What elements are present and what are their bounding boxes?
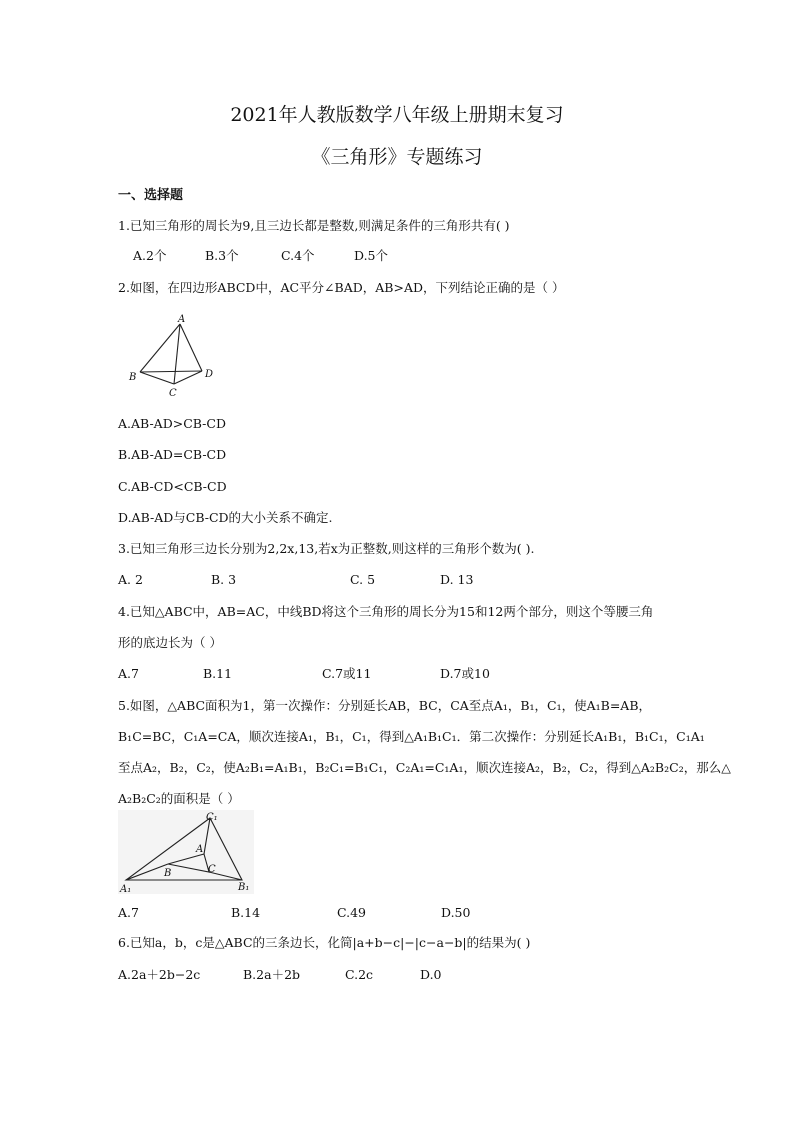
q1-option-a: A.2个	[133, 248, 167, 263]
q2-option-d: D.AB-AD与CB-CD的大小关系不确定.	[118, 510, 333, 525]
question-4-line-1: 4.已知△ABC中，AB=AC，中线BD将这个三角形的周长分为15和12两个部分，则这个等腰三角	[118, 604, 654, 619]
triangle-operation-figure	[118, 810, 254, 894]
q5-option-b: B.14	[231, 905, 261, 920]
label-c1: C₁	[206, 812, 218, 823]
question-5-line-3: 至点A₂，B₂，C₂，使A₂B₁=A₁B₁，B₂C₁=B₁C₁，C₂A₁=C₁A₁，顺次连接A₂，B₂，C₂，得到△A₂B₂C₂，那么△	[118, 760, 731, 775]
q4-option-a: A.7	[118, 666, 139, 681]
question-1: 1.已知三角形的周长为9,且三边长都是整数,则满足条件的三角形共有( )	[118, 218, 510, 233]
label-b1: B₁	[238, 882, 250, 893]
q5-option-c: C.49	[337, 905, 366, 920]
label-d: D	[205, 369, 214, 380]
q3-option-c: C. 5	[350, 572, 376, 587]
question-2: 2.如图，在四边形ABCD中，AC平分∠BAD，AB>AD，下列结论正确的是（ ）	[118, 280, 565, 295]
q6-option-d: D.0	[420, 967, 442, 982]
label-c: C	[208, 864, 216, 875]
question-6: 6.已知a，b，c是△ABC的三条边长，化简|a+b−c|−|c−a−b|的结果为( )	[118, 935, 531, 950]
question-5-line-2: B₁C=BC，C₁A=CA，顺次连接A₁，B₁，C₁，得到△A₁B₁C₁．第二次操作：分别延长A₁B₁，B₁C₁，C₁A₁	[118, 729, 705, 744]
q6-option-c: C.2c	[345, 967, 374, 982]
page-subtitle: 《三角形》专题练习	[311, 146, 483, 168]
q4-option-b: B.11	[203, 666, 233, 681]
q1-option-c: C.4个	[281, 248, 315, 263]
q6-option-b: B.2a＋2b	[243, 967, 301, 982]
question-5-line-4: A₂B₂C₂的面积是（ ）	[118, 791, 240, 806]
q5-option-d: D.50	[441, 905, 471, 920]
q4-option-d: D.7或10	[440, 666, 490, 681]
label-a: A	[178, 314, 186, 325]
q5-option-a: A.7	[118, 905, 139, 920]
label-c: C	[169, 388, 177, 399]
q1-option-b: B.3个	[205, 248, 239, 263]
q2-option-a: A.AB-AD>CB-CD	[118, 416, 226, 431]
q2-option-c: C.AB-CD<CB-CD	[118, 479, 227, 494]
question-3: 3.已知三角形三边长分别为2,2x,13,若x为正整数,则这样的三角形个数为( ).	[118, 541, 535, 556]
label-b: B	[129, 372, 137, 383]
section-heading: 一、选择题	[118, 188, 184, 203]
label-a1: A₁	[120, 884, 132, 894]
quadrilateral-figure	[122, 312, 226, 400]
question-4-line-2: 形的底边长为（ ）	[118, 635, 222, 650]
question-5-line-1: 5.如图，△ABC面积为1，第一次操作：分别延长AB，BC，CA至点A₁，B₁，C₁，使A₁B=AB，	[118, 698, 652, 713]
page-title: 2021年人教版数学八年级上册期末复习	[230, 104, 564, 126]
label-b: B	[164, 868, 172, 879]
q1-option-d: D.5个	[354, 248, 389, 263]
q4-option-c: C.7或11	[322, 666, 372, 681]
q3-option-a: A. 2	[118, 572, 143, 587]
q6-option-a: A.2a＋2b−2c	[118, 967, 201, 982]
q3-option-b: B. 3	[211, 572, 237, 587]
q2-option-b: B.AB-AD=CB-CD	[118, 447, 227, 462]
label-a: A	[196, 844, 204, 855]
q3-option-d: D. 13	[440, 572, 474, 587]
